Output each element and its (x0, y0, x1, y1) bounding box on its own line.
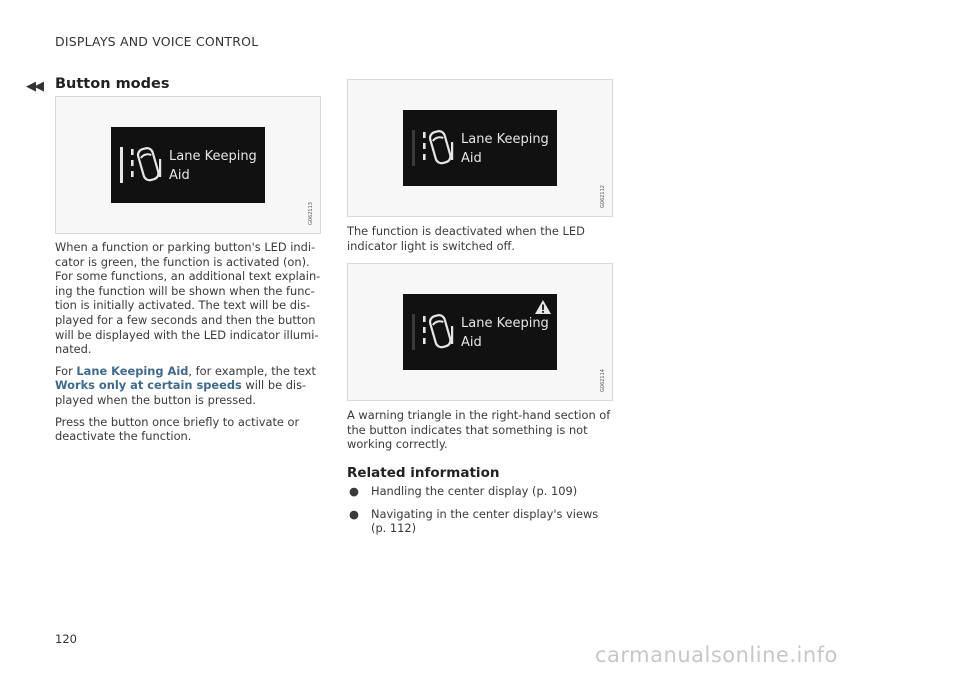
lane-keeping-icon (117, 143, 163, 187)
page-number: 120 (55, 632, 77, 646)
related-link-navigating-views[interactable]: ● Navigating in the center display's views (p. 112) (349, 506, 599, 536)
paragraph-press: Press the button once briefly to activate or deactivate the function. (55, 414, 300, 444)
figure-lane-keeping-on (55, 96, 321, 234)
bullet-icon: ● (349, 484, 359, 498)
bullet-icon: ● (349, 506, 359, 521)
related-information-list (349, 484, 604, 544)
related-information-title: Related information (347, 465, 500, 481)
button-screen (111, 127, 265, 203)
screen-label-line2: Aid (169, 168, 190, 183)
back-arrows-icon[interactable]: ◀◀ (26, 79, 42, 94)
lane-keeping-aid-link[interactable]: Lane Keeping Aid (76, 363, 189, 378)
button-screen (403, 110, 557, 186)
lane-keeping-icon (409, 126, 455, 170)
button-screen (403, 294, 557, 370)
watermark: carmanualsonline.info (595, 643, 838, 667)
caption-deactivated: The function is deactivated when the LED indicator light is switched off. (347, 224, 585, 253)
left-body-text (55, 240, 323, 451)
paragraph-led-green: When a function or parking button's LED indi-cator is green, the function is activated (on). For some functions, an additional text explain-ing the function will be shown when the func-tion is initially activated. The text will be dis-played for a few seconds and then the button will be displayed with the LED indicator illumi-nated. (55, 240, 321, 357)
works-only-link[interactable]: Works only at certain speeds (55, 378, 242, 393)
figure-code: G062112 (600, 185, 606, 208)
caption-warning: A warning triangle in the right-hand section of the button indicates that something is not working correctly. (347, 408, 611, 452)
figure-code: G062113 (308, 202, 314, 225)
paragraph-example: For Lane Keeping Aid, for example, the text Works only at certain speeds will be dis-played when the button is pressed. (55, 363, 316, 407)
warning-triangle-icon (534, 299, 552, 315)
chapter-header: DISPLAYS AND VOICE CONTROL (55, 34, 259, 49)
figure-lane-keeping-off (347, 79, 613, 217)
screen-label-line2: Aid (461, 151, 482, 166)
screen-label-line1: Lane Keeping (169, 149, 257, 164)
related-link-handling-center-display[interactable]: ● Handling the center display (p. 109) (349, 484, 578, 498)
figure-lane-keeping-warning (347, 263, 613, 401)
screen-label-line2: Aid (461, 335, 482, 350)
screen-label-line1: Lane Keeping (461, 316, 549, 331)
section-title: Button modes (55, 76, 170, 92)
screen-label-line1: Lane Keeping (461, 132, 549, 147)
lane-keeping-icon (409, 310, 455, 354)
figure-code: G062114 (600, 369, 606, 392)
